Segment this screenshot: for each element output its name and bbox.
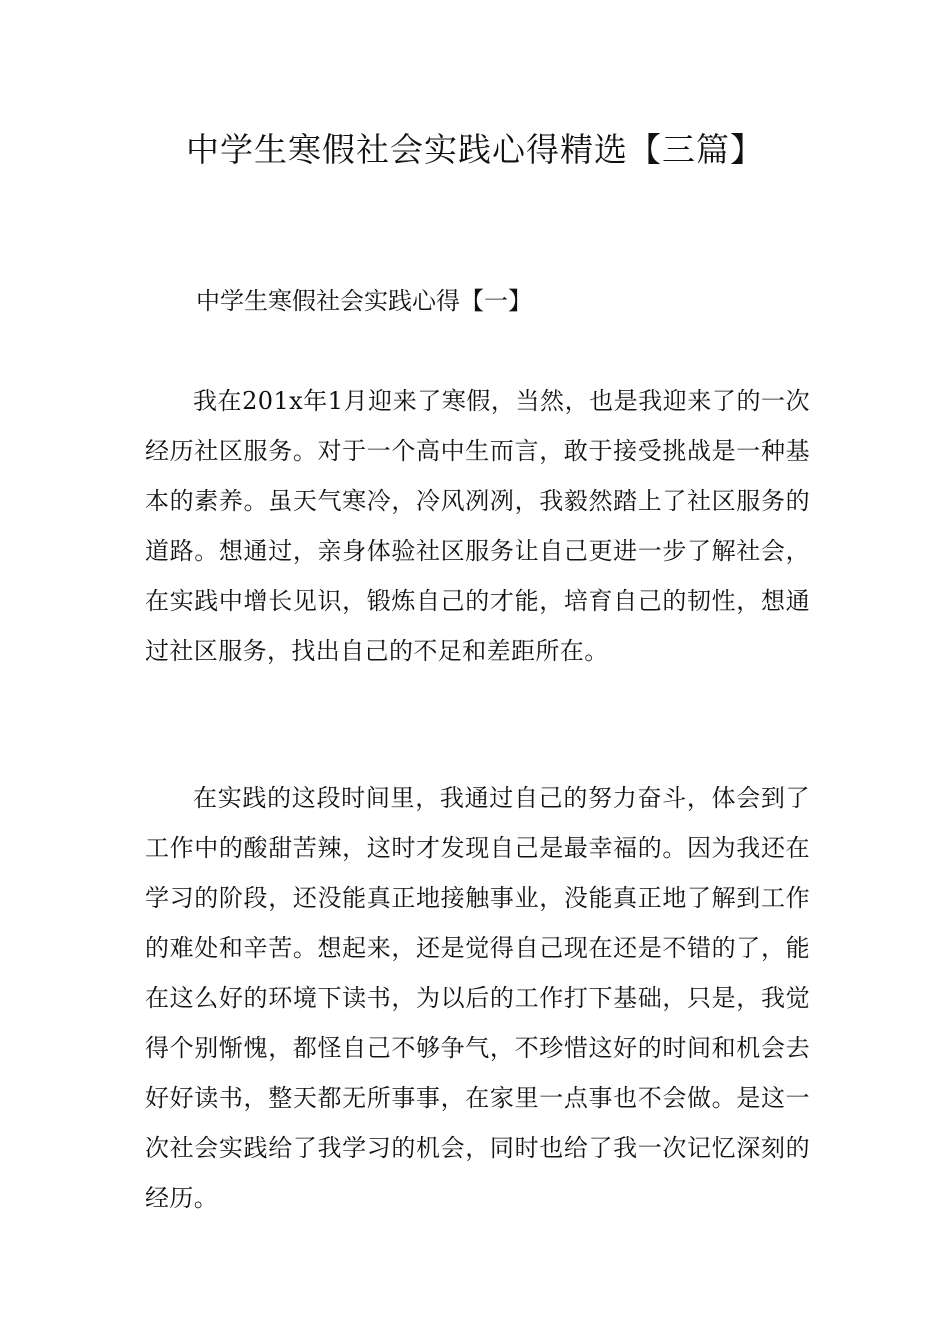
section-heading: 中学生寒假社会实践心得【一】 [196, 287, 532, 315]
document-title: 中学生寒假社会实践心得精选【三篇】 [186, 130, 764, 169]
paragraph-2: 在实践的这段时间里，我通过自己的努力奋斗，体会到了工作中的酸甜苦辣，这时才发现自己是最幸福的。因为我还在学习的阶段，还没能真正地接触事业，没能真正地了解到工作的难处和辛苦。想起来，还是觉得自己现在还是不错的了，能在这么好的环境下读书，为以后的工作打下基础，只是，我觉得个别惭愧，都怪自己不够争气，不珍惜这好的时间和机会去好好读书，整天都无所事事，在家里一点事也不会做。是这一次社会实践给了我学习的机会，同时也给了我一次记忆深刻的经历。 [145, 784, 810, 1212]
paragraph-1: 我在201x年1月迎来了寒假，当然，也是我迎来了的一次经历社区服务。对于一个高中生而言，敢于接受挑战是一种基本的素养。虽天气寒冷，冷风冽冽，我毅然踏上了社区服务的道路。想通过，亲身体验社区服务让自己更进一步了解社会，在实践中增长见识，锻炼自己的才能，培育自己的韧性，想通过社区服务，找出自己的不足和差距所在。 [145, 387, 810, 665]
